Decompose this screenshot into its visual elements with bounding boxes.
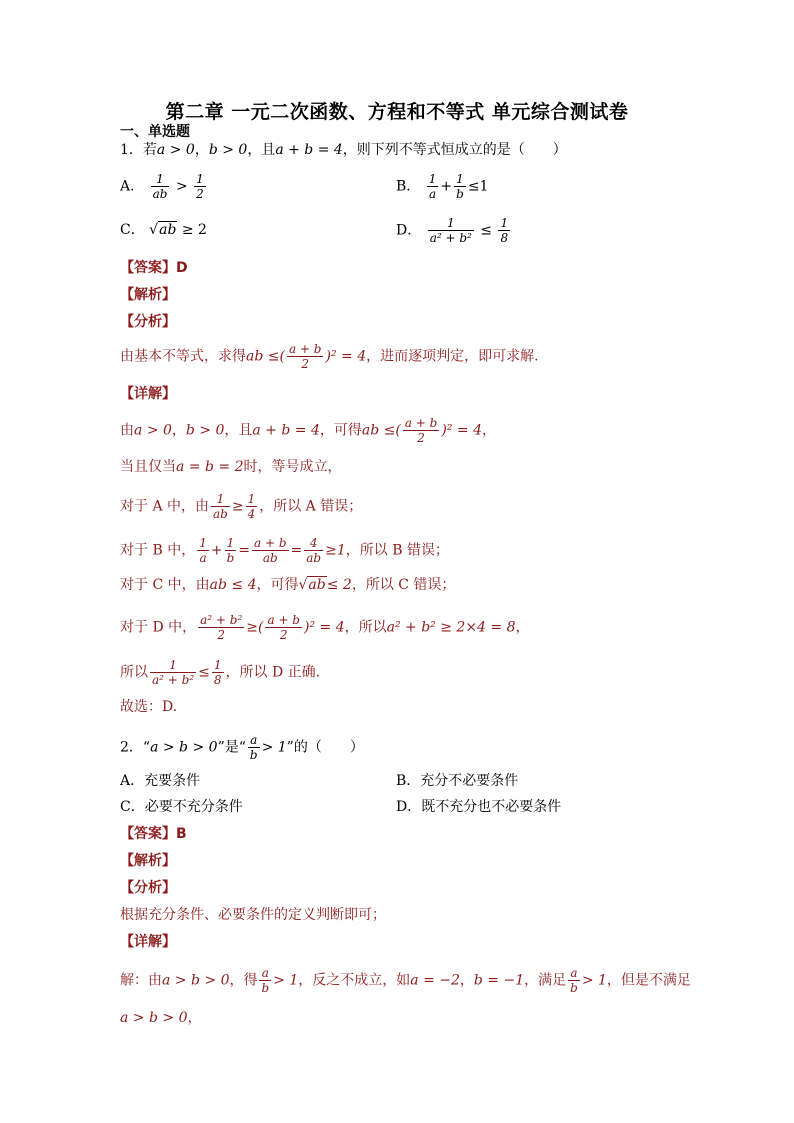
q1-detail-line-4: 对于 B 中， $\frac{1}{a}$ + $\frac{1}{b}$ = $\frac{a + b}{ab}$ = $\frac{4}{ab}$ ≥1，所以 B 错误； <box>120 536 449 565</box>
q2-answer: 【答案】B <box>120 826 187 842</box>
q2-option-b: B．充分不必要条件 <box>396 773 519 789</box>
q2-option-d: D．既不充分也不必要条件 <box>396 799 562 815</box>
q2-fenxi-text: 根据充分条件、必要条件的定义判断即可； <box>120 907 386 923</box>
section-heading: 一、单选题 <box>120 124 190 140</box>
q1-detail-line-6: 对于 D 中， $\frac{\text{a² + b²}}{2}$ ≥( $\frac{a + b}{2}$ )² = 4，所以a² + b² ≥ 2×4 = 8， <box>120 613 530 642</box>
q1-option-b: B． $\frac{1}{a}$ + $\frac{1}{b}$ ≤1 <box>396 172 489 201</box>
q1-detail-heading: 【详解】 <box>120 386 176 402</box>
q1-option-c: C． √ab ≥ 2 <box>120 222 207 238</box>
q2-option-a: A．充要条件 <box>120 773 201 789</box>
page-title: 第二章 一元二次函数、方程和不等式 单元综合测试卷 <box>165 101 629 123</box>
q2-analysis-heading: 【解析】 <box>120 853 176 869</box>
q2-detail-heading: 【详解】 <box>120 934 176 950</box>
q1-answer: 【答案】D <box>120 260 188 276</box>
q1-conclusion: 故选：D. <box>120 699 178 715</box>
q1-fenxi-text: 由基本不等式，求得ab ≤( $\frac{a + b}{2}$ )² = 4，进而逐项判定，即可求解. <box>120 342 539 371</box>
question-2-stem: 2．“a > b > 0”是“ $\frac{a}{b}$ > 1”的（ ） <box>120 733 364 762</box>
q1-analysis-heading: 【解析】 <box>120 287 176 303</box>
q2-detail-line-2: a > b > 0， <box>120 1010 202 1026</box>
q2-option-c: C．必要不充分条件 <box>120 799 243 815</box>
q1-detail-line-3: 对于 A 中，由 $\frac{1}{ab}$ ≥ $\frac{1}{4}$ ，所以 A 错误； <box>120 492 363 521</box>
q1-option-d: D． $\frac{1}{\text{a² + b²}}$ ≤ $\frac{1}{8}$ <box>396 216 509 245</box>
question-1-stem: 1．若a > 0，b > 0，且a + b = 4，则下列不等式恒成立的是（ ） <box>120 142 567 158</box>
q1-fenxi-heading: 【分析】 <box>120 314 176 330</box>
q2-detail-line-1: 解：由a > b > 0，得 $\frac{a}{b}$ > 1，反之不成立，如a = −2，b = −1，满足 $\frac{a}{b}$ > 1，但是不满足 <box>120 966 691 995</box>
q1-option-a: A． $\frac{1}{ab}$ > $\frac{1}{2}$ <box>120 172 204 201</box>
q1-detail-line-7: 所以 $\frac{1}{\text{a² + b²}}$ ≤ $\frac{1}{8}$ ，所以 D 正确. <box>120 658 321 687</box>
q1-detail-line-2: 当且仅当a = b = 2时，等号成立， <box>120 459 342 475</box>
q2-fenxi-heading: 【分析】 <box>120 880 176 896</box>
q1-detail-line-1: 由a > 0，b > 0，且a + b = 4，可得ab ≤( $\frac{a + b}{2}$ )² = 4， <box>120 416 496 445</box>
q1-detail-line-5: 对于 C 中，由ab ≤ 4，可得√ab≤ 2，所以 C 错误； <box>120 577 456 593</box>
